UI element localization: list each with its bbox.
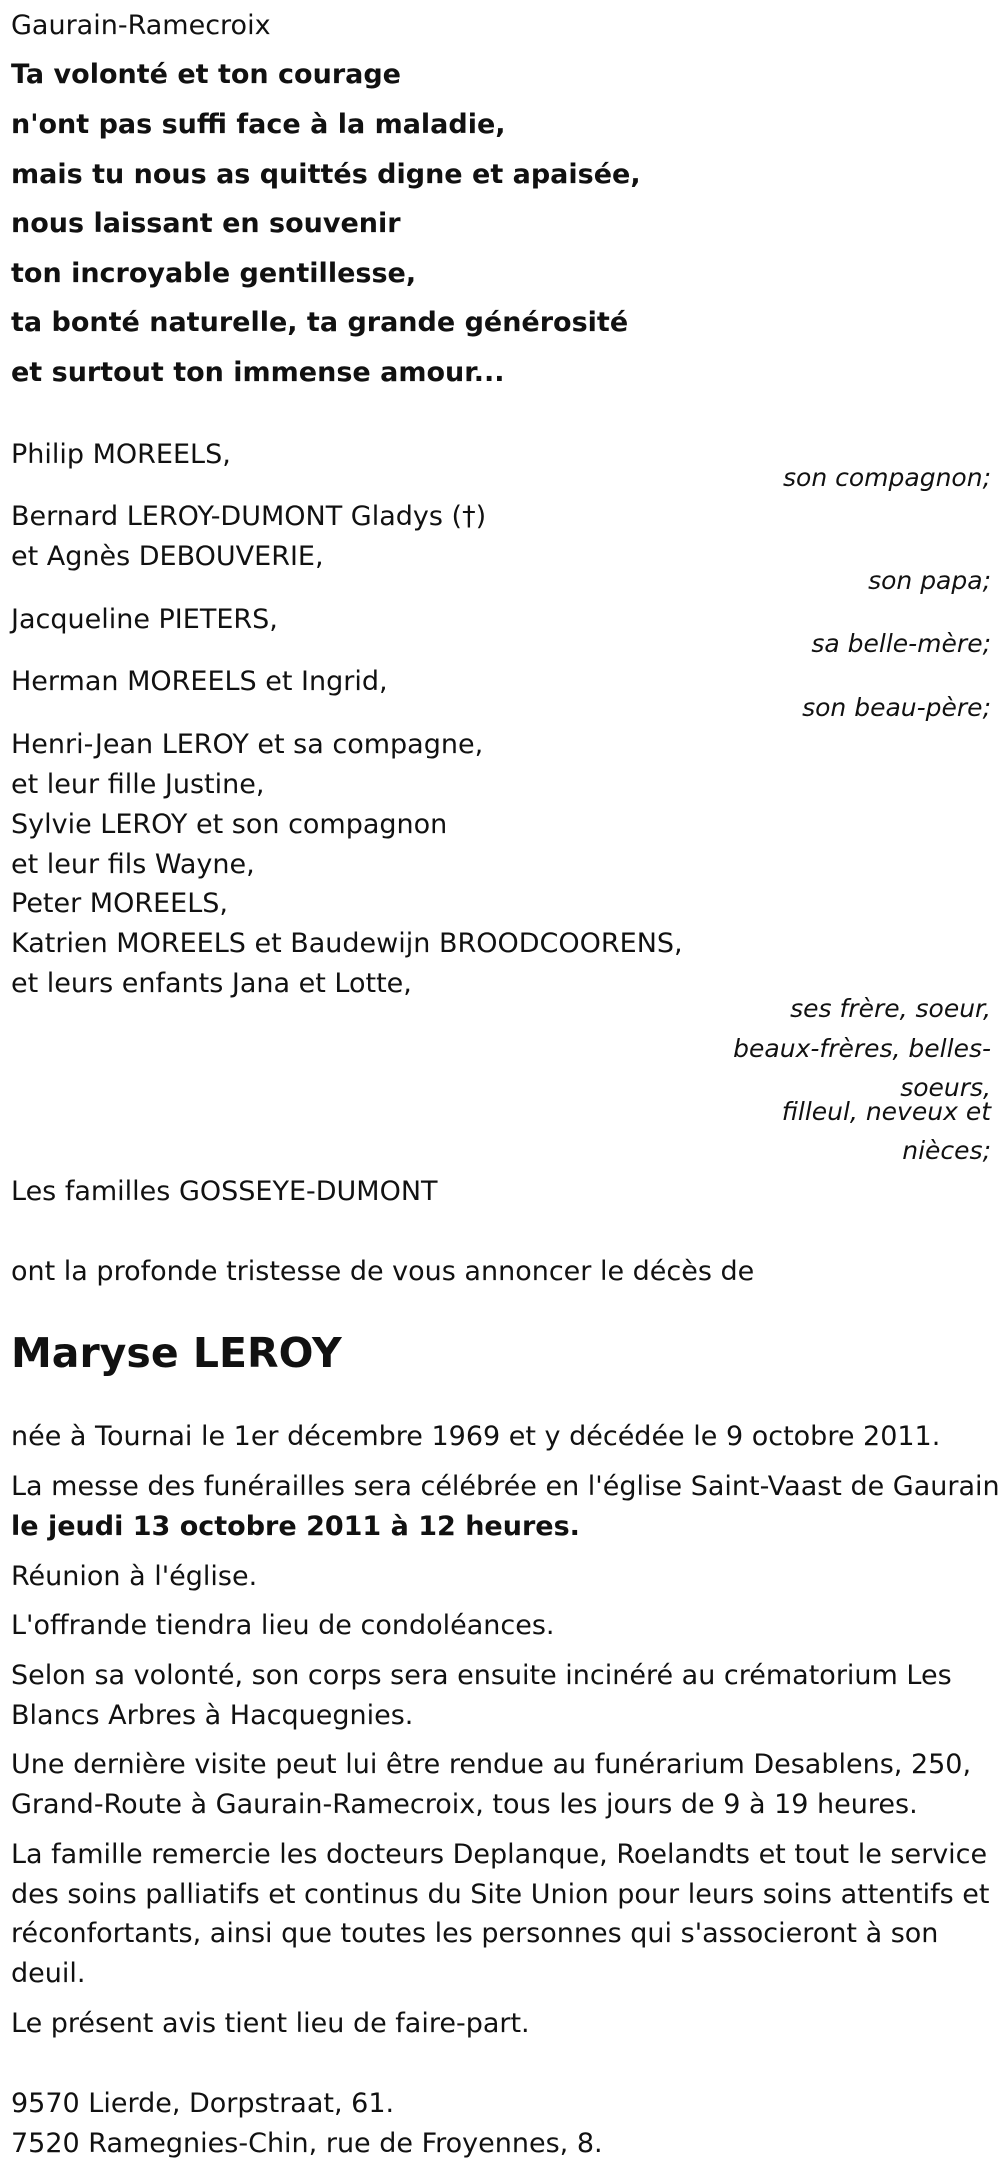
father-in-law-name: Herman MOREELS et Ingrid, (11, 666, 388, 697)
visit-line: Une dernière visite peut lui être rendue au funérarium Desablens, 250, (11, 1749, 972, 1780)
thanks-line: réconfortants, ainsi que toutes les personnes qui s'associeront à son (11, 1918, 939, 1949)
address-line: 9570 Lierde, Dorpstraat, 61. (11, 2088, 395, 2119)
parents-relation: son papa; (868, 566, 991, 595)
deceased-name: Maryse LEROY (11, 1329, 342, 1377)
visit-line: Grand-Route à Gaurain-Ramecroix, tous les jours de 9 à 19 heures. (11, 1789, 918, 1820)
address-line: 7520 Ramegnies-Chin, rue de Froyennes, 8. (11, 2128, 603, 2159)
birth-death-line: née à Tournai le 1er décembre 1969 et y décédée le 9 octobre 2011. (11, 1421, 941, 1452)
siblings-relation: filleul, neveux et (781, 1097, 991, 1126)
siblings-relation: nièces; (902, 1136, 991, 1165)
poem-line: ta bonté naturelle, ta grande générosité (11, 307, 629, 338)
poem-line: nous laissant en souvenir (11, 208, 401, 239)
sibling-line: Sylvie LEROY et son compagnon (11, 809, 448, 840)
thanks-line: des soins palliatifs et continus du Site Union pour leurs soins attentifs et (11, 1879, 990, 1910)
poem-line: Ta volonté et ton courage (11, 59, 401, 90)
offering-line: L'offrande tiendra lieu de condoléances. (11, 1610, 555, 1641)
cremation-line: Selon sa volonté, son corps sera ensuite incinéré au crématorium Les (11, 1660, 952, 1691)
parents-name: Bernard LEROY-DUMONT Gladys (†) (11, 501, 487, 532)
sibling-line: et leur fille Justine, (11, 769, 265, 800)
father-in-law-relation: son beau-père; (802, 693, 991, 722)
mass-line: La messe des funérailles sera célébrée en l'église Saint-Vaast de Gaurain (11, 1471, 1000, 1502)
poem-line: n'ont pas suffi face à la maladie, (11, 109, 506, 140)
siblings-relation: beaux-frères, belles- (733, 1034, 991, 1063)
poem-line: mais tu nous as quittés digne et apaisée, (11, 159, 641, 190)
mother-in-law-relation: sa belle-mère; (811, 629, 991, 658)
thanks-line: deuil. (11, 1958, 86, 1989)
mass-date: le jeudi 13 octobre 2011 à 12 heures. (11, 1511, 580, 1542)
other-families: Les familles GOSSEYE-DUMONT (11, 1176, 438, 1207)
cremation-line: Blancs Arbres à Hacquegnies. (11, 1700, 414, 1731)
sibling-line: et leur fils Wayne, (11, 849, 255, 880)
poem-line: et surtout ton immense amour... (11, 357, 505, 388)
siblings-relation: soeurs, (900, 1073, 991, 1102)
announcement-text: ont la profonde tristesse de vous annoncer le décès de (11, 1256, 755, 1287)
sibling-line: Henri-Jean LEROY et sa compagne, (11, 729, 484, 760)
sibling-line: Katrien MOREELS et Baudewijn BROODCOORENS, (11, 928, 683, 959)
companion-relation: son compagnon; (783, 463, 991, 492)
thanks-line: La famille remercie les docteurs Deplanque, Roelandts et tout le service (11, 1839, 988, 1870)
poem-line: ton incroyable gentillesse, (11, 258, 417, 289)
location: Gaurain-Ramecroix (11, 10, 271, 41)
mother-in-law-name: Jacqueline PIETERS, (11, 604, 278, 635)
parents-name: et Agnès DEBOUVERIE, (11, 541, 324, 572)
siblings-relation: ses frère, soeur, (790, 994, 991, 1023)
sibling-line: Peter MOREELS, (11, 888, 229, 919)
companion-name: Philip MOREELS, (11, 439, 231, 470)
meeting-line: Réunion à l'église. (11, 1561, 258, 1592)
notice-line: Le présent avis tient lieu de faire-part. (11, 2008, 530, 2039)
sibling-line: et leurs enfants Jana et Lotte, (11, 968, 412, 999)
